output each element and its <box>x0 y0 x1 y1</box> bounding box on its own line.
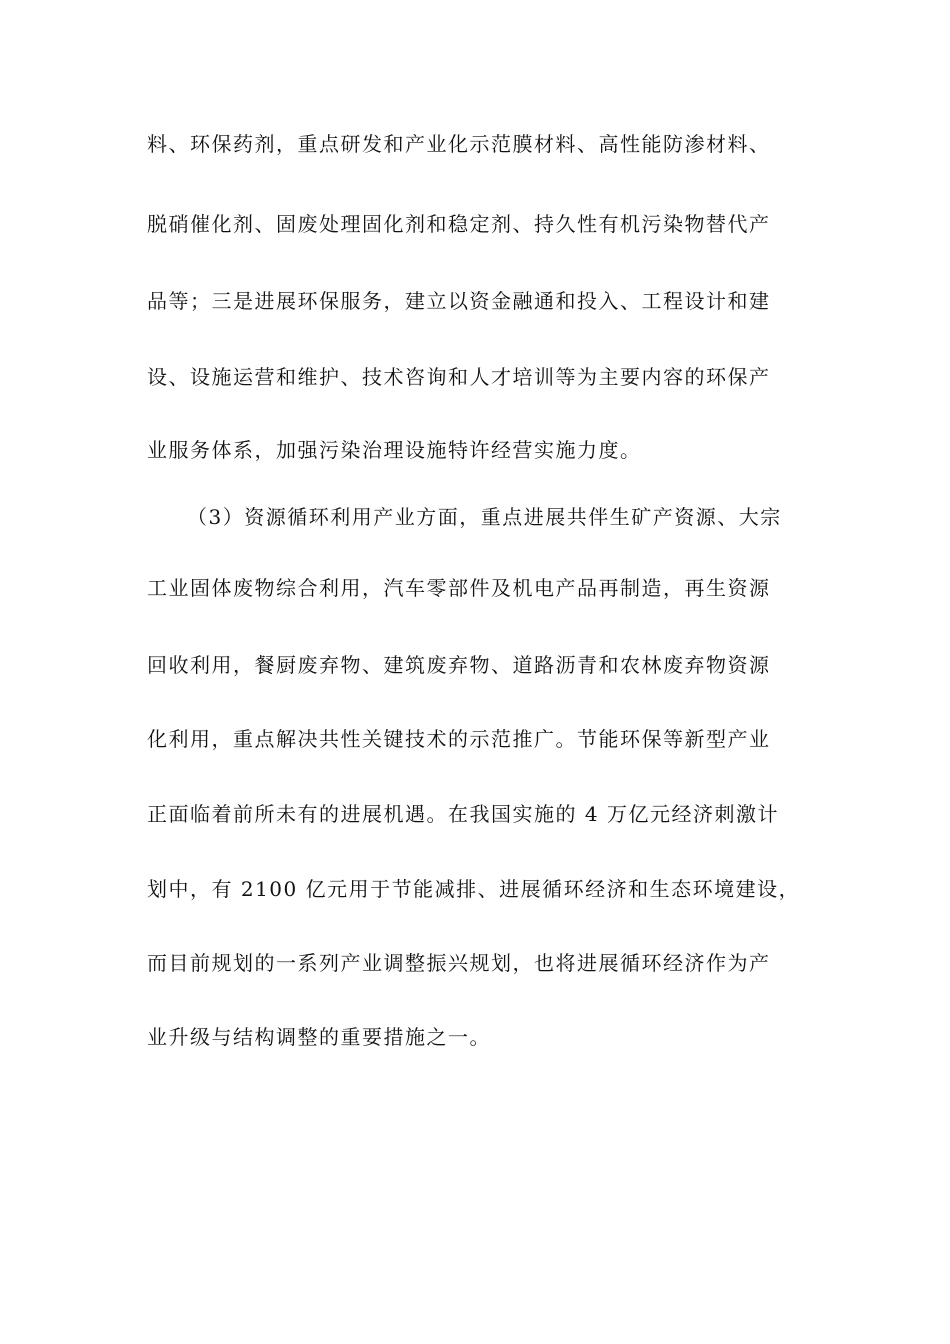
text-line: 化利用，重点解决共性关键技术的示范推广。节能环保等新型产业 <box>147 727 771 751</box>
text-line: 业服务体系，加强污染治理设施特许经营实施力度。 <box>147 438 642 462</box>
text-line: 料、环保药剂，重点研发和产业化示范膜材料、高性能防渗材料、 <box>147 132 771 156</box>
text-line: 品等；三是进展环保服务，建立以资金融通和投入、工程设计和建 <box>147 289 771 313</box>
text-line: 工业固体废物综合利用，汽车零部件及机电产品再制造，再生资源 <box>147 576 771 600</box>
text-line: 而目前规划的一系列产业调整振兴规划，也将进展循环经济作为产 <box>147 951 771 975</box>
text-line: 正面临着前所未有的进展机遇。在我国实施的 4 万亿元经济刺激计 <box>147 802 779 826</box>
text-line: 划中，有 2100 亿元用于节能减排、进展循环经济和生态环境建设， <box>147 877 801 901</box>
text-line: 脱硝催化剂、固废处理固化剂和稳定剂、持久性有机污染物替代产 <box>147 212 771 236</box>
paragraph-start-line: （3）资源循环利用产业方面，重点进展共伴生矿产资源、大宗 <box>187 505 782 529</box>
text-line: 回收利用，餐厨废弃物、建筑废弃物、道路沥青和农林废弃物资源 <box>147 653 771 677</box>
text-line: 设、设施运营和维护、技术咨询和人才培训等为主要内容的环保产 <box>147 365 771 389</box>
text-line: 业升级与结构调整的重要措施之一。 <box>147 1025 491 1049</box>
